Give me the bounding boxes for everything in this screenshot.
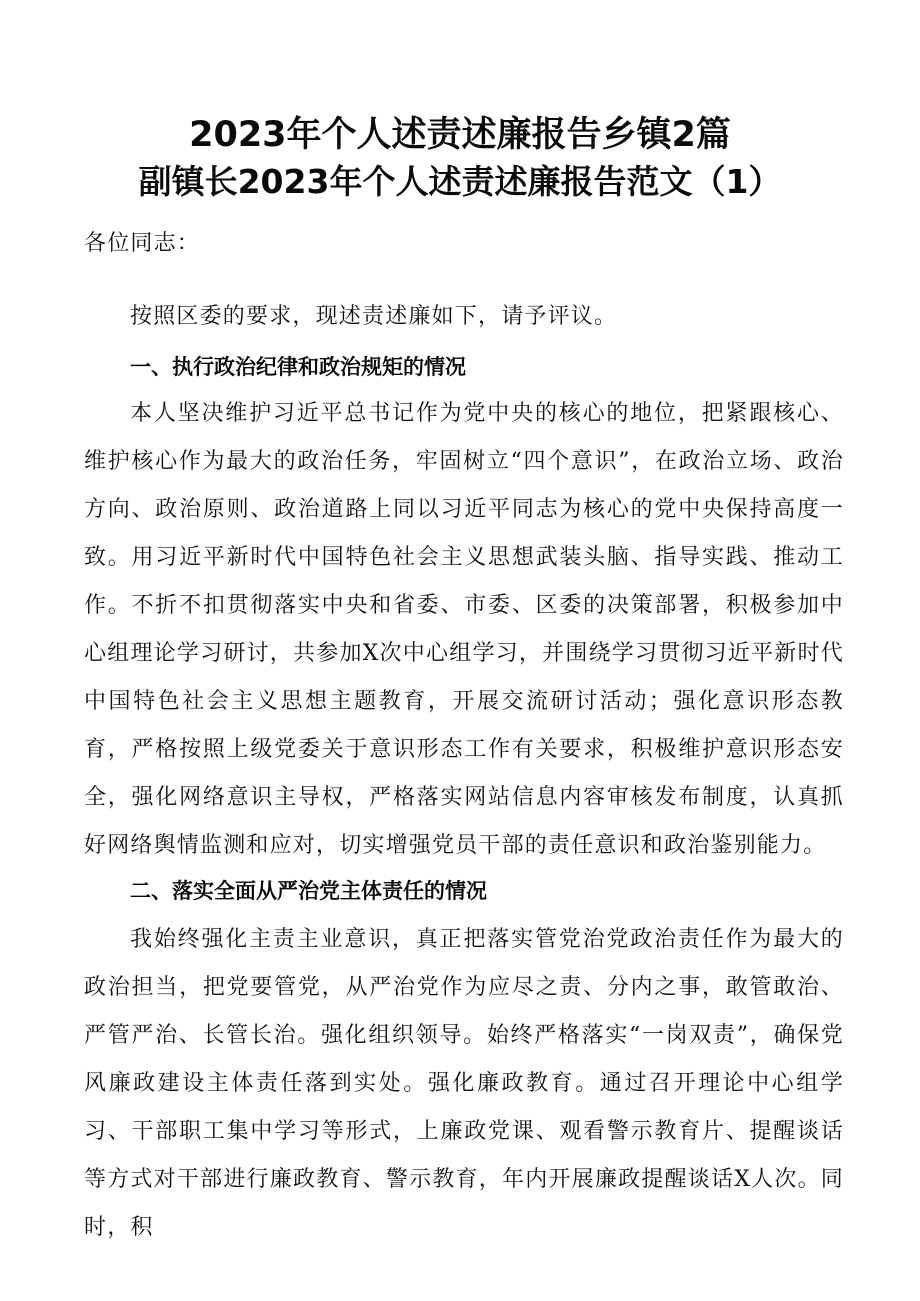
document-subtitle: 副镇长2023年个人述责述廉报告范文（1） bbox=[138, 162, 782, 201]
document-title: 2023年个人述责述廉报告乡镇2篇 bbox=[189, 115, 731, 155]
section-2-heading: 二、落实全面从严治党主体责任的情况 bbox=[130, 879, 487, 903]
section-1-heading: 一、执行政治纪律和政治规矩的情况 bbox=[130, 355, 466, 379]
section-1-paragraph: 本人坚决维护习近平总书记作为党中央的核心的地位，把紧跟核心、维护核心作为最大的政治任务，牢固树立“四个意识”，在政治立场、政治方向、政治原则、政治道路上同以习近平同志为核心的党中央保持高度一致。用习近平新时代中国特色社会主义思想武装头脑、指导实践、推动工作。不折不扣贯彻落实中央和省委、市委、区委的决策部署，积极参加中心组理论学习研讨，共参加X次中心组学习，并围绕学习贯彻习近平新时代中国特色社会主义思想主题教育，开展交流研讨活动；强化意识形态教育，严格按照上级党委关于意识形态工作有关要求，积极维护意识形态安全，强化网络意识主导权，严格落实网站信息内容审核发布制度，认真抓好网络舆情监测和应对，切实增强党员干部的责任意识和政治鉴别能力。 bbox=[84, 401, 844, 858]
intro-paragraph: 按照区委的要求，现述责述廉如下，请予评议。 bbox=[130, 304, 618, 329]
salutation: 各位同志： bbox=[84, 231, 201, 256]
section-2-paragraph: 我始终强化主责主业意识，真正把落实管党治党政治责任作为最大的政治担当，把党要管党，从严治党作为应尽之责、分内之事，敢管敢治、严管严治、长管长治。强化组织领导。始终严格落实“一岗双责”，确保党风廉政建设主体责任落到实处。强化廉政教育。通过召开理论中心组学习、干部职工集中学习等形式，上廉政党课、观看警示教育片、提醒谈话等方式对干部进行廉政教育、警示教育，年内开展廉政提醒谈话X人次。同时，积 bbox=[84, 927, 844, 1240]
